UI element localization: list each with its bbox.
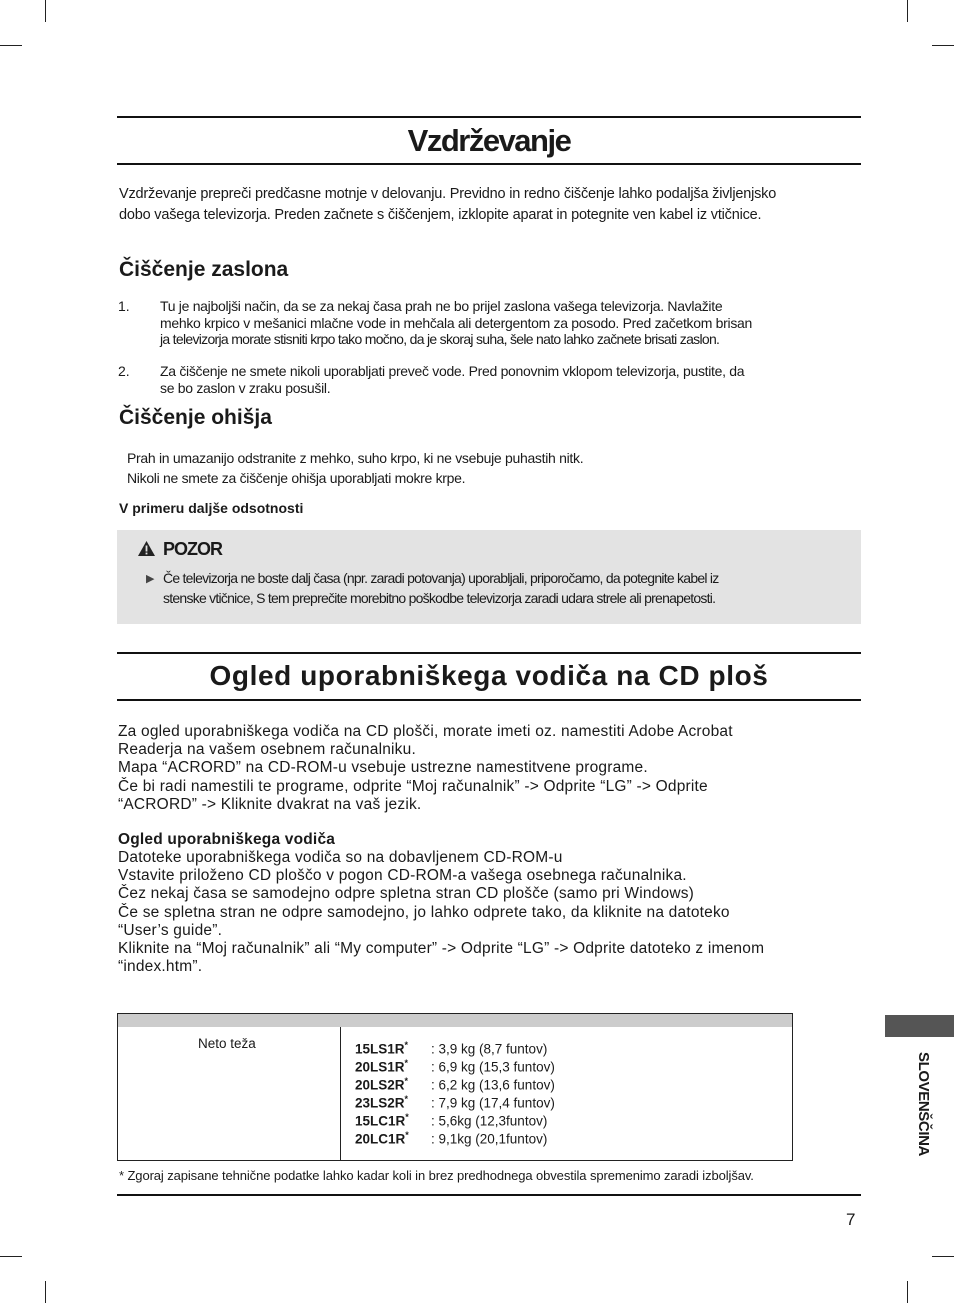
footnote-rule — [117, 1194, 861, 1196]
crop-mark — [907, 1281, 908, 1303]
list-item-line: mehko krpico v mešanici mlačne vode in mehčala ali detergentom za posodo. Pred začetkom brisan — [160, 314, 752, 331]
cd-line: Kliknite na “Moj računalnik” ali “My computer” -> Odprite “LG” -> Odprite datoteko z imenom — [118, 940, 765, 958]
cd-paragraph — [118, 849, 764, 976]
list-item-line: Za čiščenje ne smete nikoli uporabljati preveč vode. Pred ponovnim vklopom televizorja, pustite, da — [160, 363, 745, 379]
bullet-arrow-icon: ▶ — [146, 573, 155, 585]
language-tab-bar — [885, 1015, 954, 1037]
title-rule-top — [117, 116, 861, 118]
table-row — [355, 1054, 555, 1075]
cd-line: Mapa “ACRORD” na CD-ROM-u vsebuje ustrezne namestitvene programe. — [118, 759, 648, 777]
caution-box — [117, 530, 861, 624]
cd-subheading: Ogled uporabniškega vodiča — [118, 831, 336, 848]
list-number: 2. — [118, 363, 130, 379]
absence-heading: V primeru daljše odsotnosti — [119, 500, 304, 516]
weight-value: : 6,9 kg (15,3 funtov) — [431, 1059, 555, 1075]
cd-line: Datoteke uporabniškega vodiča so na dobavljenem CD-ROM-u — [118, 849, 563, 866]
cd-paragraph — [118, 723, 733, 814]
crop-mark — [0, 45, 22, 46]
language-tab-label: SLOVENŠČINA — [915, 1052, 932, 1156]
cd-line: Za ogled uporabniškega vodiča na CD plošči, morate imeti oz. namestiti Adobe Acrobat — [118, 723, 733, 740]
warning-icon — [137, 540, 156, 562]
crop-mark — [932, 45, 954, 46]
model-name: 15LS1R* — [355, 1040, 409, 1057]
spec-table-divider — [340, 1027, 341, 1160]
table-row — [355, 1090, 555, 1111]
intro-line: Vzdrževanje prepreči predčasne motnje v delovanju. Previdno in redno čiščenje lahko podaljša življenjsko — [119, 186, 777, 202]
weight-value: : 7,9 kg (17,4 funtov) — [431, 1095, 555, 1111]
spec-footnote: * Zgoraj zapisane tehnične podatke lahko kadar koli in brez predhodnega obvestila spremenimo zaradi izboljšav. — [119, 1168, 754, 1183]
list-number: 1. — [118, 298, 130, 314]
cd-line: Čez nekaj časa se samodejno odpre spletna stran CD plošče (samo pri Windows) — [118, 885, 695, 903]
list-item-line: se bo zaslon v zraku posušil. — [160, 379, 331, 396]
cabinet-cleaning-text — [127, 449, 827, 488]
cabinet-cleaning-line: Nikoli ne smete za čiščenje ohišja uporabljati mokre krpe. — [127, 469, 466, 486]
intro-paragraph — [119, 184, 869, 226]
spec-table — [117, 1013, 793, 1161]
caution-line: Če televizorja ne boste dalj časa (npr. zaradi potovanja) uporabljali, priporočamo, da potegnite kabel iz — [163, 570, 719, 586]
section2-rule-bottom — [117, 699, 861, 701]
cd-line: Vstavite priloženo CD ploščo v pogon CD-ROM-a vašega osebnega računalnika. — [118, 867, 687, 885]
crop-mark — [45, 0, 46, 22]
weight-value: : 5,6kg (12,3funtov) — [431, 1113, 548, 1129]
cd-line: “ACRORD” -> Kliknite dvakrat na vaš jezik. — [118, 795, 422, 813]
caution-title: POZOR — [163, 539, 223, 559]
cd-line: “index.htm”. — [118, 958, 203, 976]
model-name: 23LS2R* — [355, 1094, 409, 1111]
list-item — [160, 363, 860, 396]
table-row — [355, 1126, 548, 1147]
cd-line: Readerja na vašem osebnem računalniku. — [118, 741, 416, 759]
crop-mark — [907, 0, 908, 22]
crop-mark — [0, 1256, 22, 1257]
model-name: 15LC1R* — [355, 1112, 409, 1129]
weight-value: : 6,2 kg (13,6 funtov) — [431, 1077, 555, 1093]
list-item-line: Tu je najboljši način, da se za nekaj časa prah ne bo prijel zaslona vašega televizorja. Navlažite — [160, 298, 723, 314]
weight-label: Neto teža — [198, 1036, 256, 1051]
cd-line: Če se spletna stran ne odpre samodejno, jo lahko odprete tako, da kliknite na datoteko — [118, 903, 730, 921]
weight-value: : 3,9 kg (8,7 funtov) — [431, 1041, 548, 1057]
caution-text — [163, 568, 719, 608]
spec-table-header — [118, 1014, 792, 1027]
model-name: 20LC1R* — [355, 1130, 409, 1147]
weight-value: : 9,1kg (20,1funtov) — [431, 1131, 548, 1147]
model-name: 20LS2R* — [355, 1076, 409, 1093]
cabinet-cleaning-heading: Čiščenje ohišja — [119, 406, 272, 429]
table-row — [355, 1036, 548, 1057]
cd-line: Če bi radi namestili te programe, odprite “Moj računalnik” -> Odprite “LG” -> Odprite — [118, 777, 708, 795]
list-item-line: ja televizorja morate stisniti krpo tako močno, da je skoraj suha, šele nato lahko začnete brisati zaslon. — [160, 331, 720, 347]
crop-mark — [45, 1281, 46, 1303]
page-number: 7 — [846, 1210, 856, 1229]
list-item — [160, 298, 860, 348]
page-title: Vzdrževanje — [407, 123, 571, 158]
title-rule-bottom — [117, 163, 861, 165]
screen-cleaning-heading: Čiščenje zaslona — [119, 258, 289, 281]
cd-line: “User’s guide”. — [118, 921, 223, 939]
model-name: 20LS1R* — [355, 1058, 409, 1075]
cabinet-cleaning-line: Prah in umazanijo odstranite z mehko, suho krpo, ki ne vsebuje puhastih nitk. — [127, 450, 584, 466]
caution-line: stenske vtičnice, S tem preprečite morebitno poškodbe televizorja zaradi udara strele ali prenapetosti. — [163, 590, 716, 606]
table-row — [355, 1108, 548, 1129]
section2-title: Ogled uporabniškega vodiča na CD ploš — [209, 660, 769, 691]
intro-line: dobo vašega televizorja. Preden začnete s čiščenjem, izklopite aparat in potegnite ven kabel iz vtičnice. — [119, 207, 762, 223]
crop-mark — [932, 1256, 954, 1257]
table-row — [355, 1072, 555, 1093]
